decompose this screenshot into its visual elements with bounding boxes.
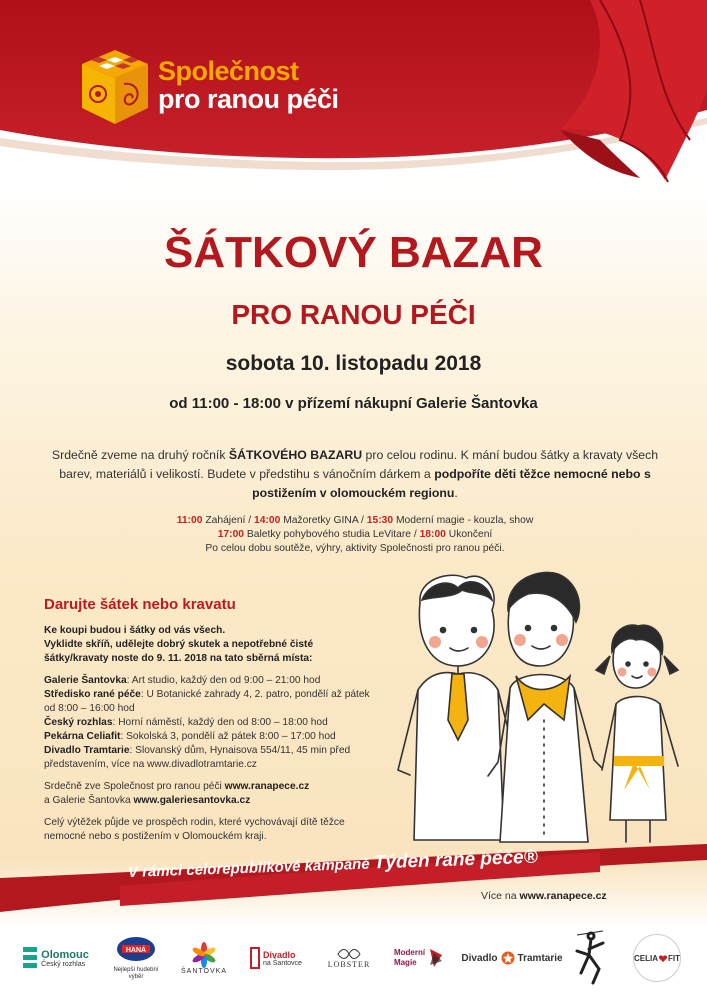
web-label: Více na xyxy=(481,890,520,902)
intro-text-3: . xyxy=(454,486,458,500)
place-item xyxy=(44,689,370,714)
intro-bold-1: ŠÁTKOVÉHO BAZARU xyxy=(228,448,363,462)
sponsor-magie-name1: Moderní xyxy=(393,948,426,957)
cro-logo-icon xyxy=(23,947,37,969)
logo-text-line1: Společnost xyxy=(158,56,299,86)
sponsor-olomouc-sub: Český rozhlas xyxy=(41,960,86,968)
lobster-logo-icon xyxy=(336,948,362,960)
schedule-event: Baletky pohybového studia LeVitare / xyxy=(244,529,420,540)
invite-text-2: a Galerie Šantovka xyxy=(44,795,134,806)
place-name: Středisko rané péče xyxy=(44,689,141,700)
sponsor-celia-name1: CELIA xyxy=(634,953,658,963)
donate-details xyxy=(44,624,374,852)
divadlo-logo-icon xyxy=(250,947,260,969)
sponsor-radio-hana[interactable] xyxy=(108,928,164,988)
invite-text-1: Srdečně zve Společnost pro ranou péči xyxy=(44,781,225,792)
tramtarie-star-icon xyxy=(501,951,515,965)
closing-text: Celý výtěžek půjde ve prospěch rodin, které vychovávají dítě těžce nemocné nebo s postižením v Olomouckém kraji. xyxy=(44,817,345,842)
intro-bold-2: podpoříte děti těžce nemocné nebo s postižením v olomouckém regionu xyxy=(252,467,651,500)
schedule-event: Moderní magie - kouzla, show xyxy=(393,515,534,526)
donate-lead-2: Vyklidte skříň, udělejte dobrý skutek a nepotřebné čisté šátky/kravaty noste do 9. 11. 2018 na tato sběrná místa: xyxy=(44,639,314,664)
event-time-place: od 11:00 - 18:00 v přízemí nákupní Galerie Šantovka xyxy=(169,395,538,412)
schedule-time: 14:00 xyxy=(253,515,281,526)
schedule-event: Ukončení xyxy=(445,529,493,540)
sponsor-divadlo-tramtarie[interactable] xyxy=(460,928,564,988)
collection-places xyxy=(44,674,374,772)
sponsor-magie-name2: Magie xyxy=(393,958,417,967)
magie-logo-icon xyxy=(428,947,444,969)
sponsor-hana-sub: Nejlepší hudební výběr xyxy=(113,967,159,980)
place-name: Pekárna Celiafit xyxy=(44,731,121,742)
place-text: : Slovanský dům, Hynaisova 554/11, 45 min před představením, více na www.divadlotramtarie.cz xyxy=(44,745,351,770)
schedule-time: 18:00 xyxy=(419,529,446,540)
place-item xyxy=(44,675,320,686)
sponsor-divadlo-name: Divadlo xyxy=(263,949,296,960)
campaign-prefix: V rámci celorepublikové kampaně xyxy=(127,855,375,881)
sponsor-santovka-name: ŠANTOVKA xyxy=(181,967,227,975)
intro-paragraph xyxy=(40,446,670,503)
schedule-time: 11:00 xyxy=(176,515,203,526)
place-text: : Horní náměstí, každý den od 8:00 – 18:00 hod xyxy=(112,717,328,728)
intro-text-1: Srdečně zveme na druhý ročník xyxy=(51,448,229,462)
sponsor-celiafit[interactable] xyxy=(624,928,690,988)
web-url-link[interactable]: www.ranapece.cz xyxy=(519,890,607,902)
sponsor-tramtarie-name1: Divadlo xyxy=(461,952,498,964)
sponsor-moderni-magie[interactable] xyxy=(388,928,450,988)
sponsor-santovka[interactable] xyxy=(180,928,228,988)
campaign-name: Týden rané péče® xyxy=(373,846,539,874)
sponsor-lobster[interactable] xyxy=(318,928,380,988)
sponsor-logos xyxy=(0,928,707,1000)
place-name: Galerie Šantovka xyxy=(44,675,127,686)
place-item xyxy=(44,717,328,728)
main-title: ŠÁTKOVÝ BAZAR xyxy=(164,228,543,277)
schedule-line-1 xyxy=(60,514,650,528)
donate-lead xyxy=(44,624,374,666)
svg-text:HANÁ: HANÁ xyxy=(125,947,147,954)
radio-hana-logo-icon xyxy=(116,935,156,967)
schedule-time: 17:00 xyxy=(217,529,245,540)
schedule-time: 15:30 xyxy=(366,515,394,526)
sponsor-divadlo-sub: na Šantovce xyxy=(263,959,302,967)
logo-text-line2: pro ranou péči xyxy=(158,84,339,114)
sponsor-tramtarie-name2: Tramtarie xyxy=(517,952,563,964)
event-date: sobota 10. listopadu 2018 xyxy=(225,352,482,375)
web-line xyxy=(481,890,607,902)
santovka-flower-icon xyxy=(191,942,217,968)
place-item xyxy=(44,731,336,742)
logo-cube-icon xyxy=(78,46,152,128)
place-text: : Art studio, každý den od 9:00 – 21:00 hod xyxy=(126,675,321,686)
place-name: Divadlo Tramtarie xyxy=(44,745,130,756)
sponsor-lobster-name: LOBSTER xyxy=(327,959,371,969)
invite xyxy=(44,780,374,808)
galeriesantovka-link[interactable]: www.galeriesantovka.cz xyxy=(133,795,251,806)
dancer-silhouette-icon xyxy=(573,929,607,985)
sponsor-levitare[interactable] xyxy=(568,922,612,992)
family-illustration xyxy=(388,570,688,850)
sponsor-divadlo-santovka[interactable] xyxy=(244,928,308,988)
schedule-event: Mažoretky GINA / xyxy=(280,515,367,526)
sponsor-olomouc-name: Olomouc xyxy=(41,948,89,961)
schedule xyxy=(60,514,650,556)
heart-icon xyxy=(659,954,667,963)
place-name: Český rozhlas xyxy=(44,717,113,728)
sub-title: PRO RANOU PÉČI xyxy=(231,299,476,330)
sponsor-celia-name2: FIT xyxy=(668,953,680,963)
place-text: : Sokolská 3, pondělí až pátek 8:00 – 17:00 hod xyxy=(120,731,336,742)
intro-text-2: pro celou rodinu. K mání budou šátky a kravaty všech barev, materiálů i velikostí. Budete v předstihu s vánočním dárkem a xyxy=(59,448,659,481)
donate-lead-1: Ke koupi budou i šátky od vás všech. xyxy=(44,625,226,636)
sponsor-olomouc[interactable] xyxy=(20,928,92,988)
donate-heading: Darujte šátek nebo kravatu xyxy=(44,596,236,613)
schedule-line-3: Po celou dobu soutěže, výhry, aktivity Společnosti pro ranou péči. xyxy=(205,543,505,554)
place-item xyxy=(44,745,350,770)
schedule-event: Zahájení / xyxy=(202,515,254,526)
place-text: : U Botanické zahrady 4, 2. patro, pondělí až pátek od 8:00 – 16:00 hod xyxy=(44,689,370,714)
schedule-line-2 xyxy=(60,528,650,542)
ranapece-link[interactable]: www.ranapece.cz xyxy=(224,781,310,792)
